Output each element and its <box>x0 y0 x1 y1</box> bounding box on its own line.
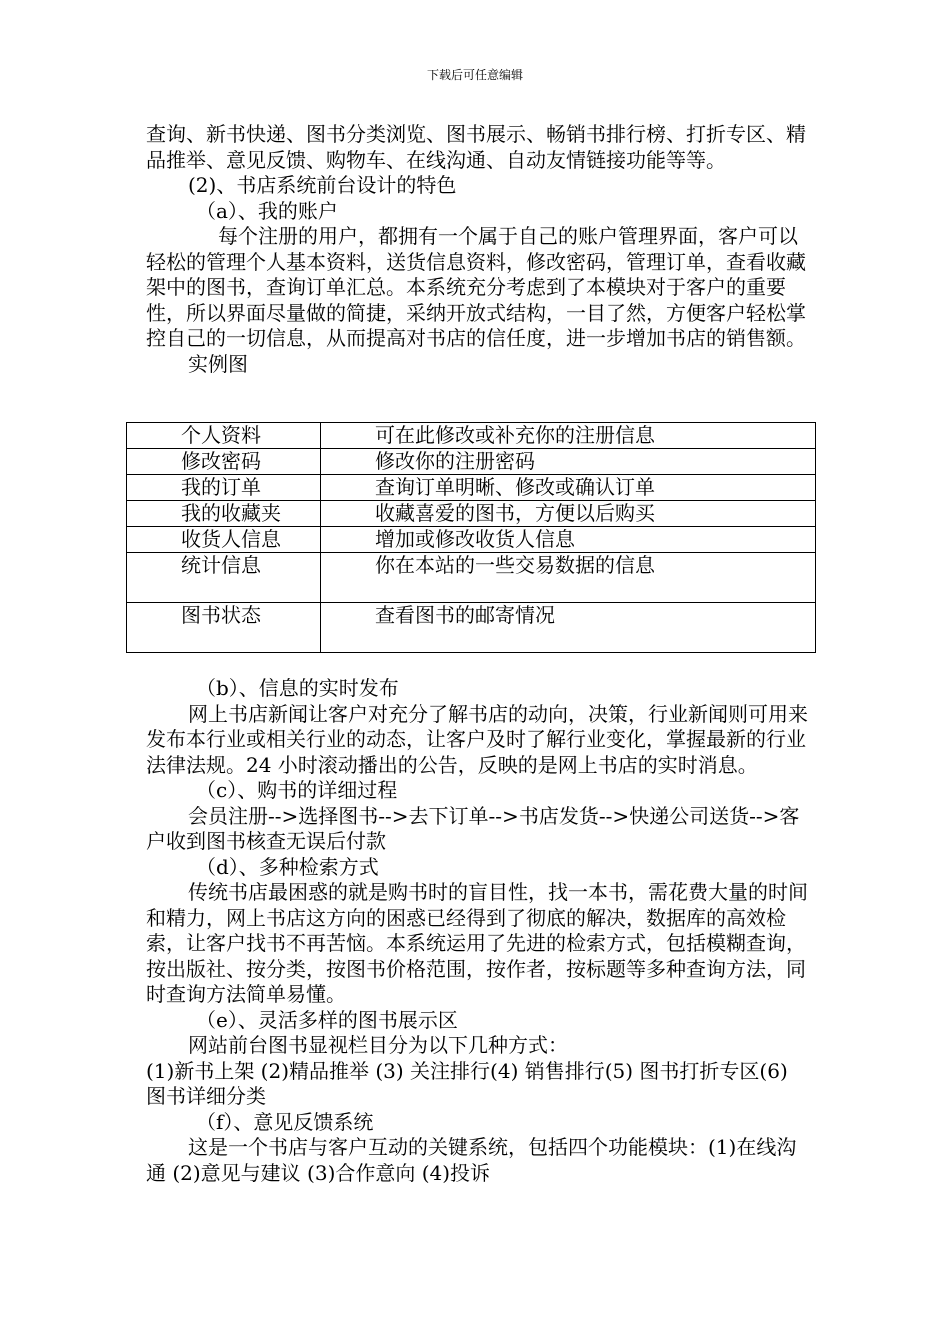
intro-paragraph: 查询、新书快递、图书分类浏览、图书展示、畅销书排行榜、打折专区、精品推举、意见反馈、购物车、在线沟通、自动友情链接功能等等。 <box>146 122 806 172</box>
section-heading-2: (2)、书店系统前台设计的特色 <box>188 173 457 197</box>
table-cell-desc: 增加或修改收货人信息 <box>321 527 816 553</box>
table-cell-name: 我的订单 <box>127 475 321 501</box>
table-cell-name: 修改密码 <box>127 449 321 475</box>
paragraph-f: 这是一个书店与客户互动的关键系统，包括四个功能模块：(1)在线沟通 (2)意见与建议 (3)合作意向 (4)投诉 <box>146 1135 797 1185</box>
table-row <box>127 603 816 653</box>
upper-content <box>146 122 811 377</box>
subheading-a: （a）、我的账户 <box>196 198 338 223</box>
table-row <box>127 475 816 501</box>
table-cell-desc: 修改你的注册密码 <box>321 449 816 475</box>
subheading-b: （b）、信息的实时发布 <box>196 676 399 700</box>
account-feature-table <box>126 422 816 653</box>
table-cell-desc: 查询订单明晰、修改或确认订单 <box>321 475 816 501</box>
subheading-f: （f）、意见反馈系统 <box>196 1109 374 1134</box>
table-cell-name: 收货人信息 <box>127 527 321 553</box>
subheading-c: （c）、购书的详细过程 <box>196 778 398 802</box>
table-cell-desc: 可在此修改或补充你的注册信息 <box>321 423 816 449</box>
table-row <box>127 553 816 603</box>
lower-content <box>146 676 811 1186</box>
paragraph-d: 传统书店最困惑的就是购书时的盲目性，找一本书，需花费大量的时间和精力，网上书店这方向的困惑已经得到了彻底的解决，数据库的高效检索，让客户找书不再苦恼。本系统运用了先进的检索方式，包括模糊查询，按出版社、按分类，按图书价格范围，按作者，按标题等多种查询方法，同时查询方法简单易懂。 <box>146 880 808 1006</box>
paragraph-b: 网上书店新闻让客户对充分了解书店的动向，决策，行业新闻则可用来发布本行业或相关行业的动态，让客户及时了解行业变化，掌握最新的行业法律法规。24 小时滚动播出的公告，反映的是网上书店的实时消息。 <box>146 701 808 777</box>
paragraph-c: 会员注册-->选择图书-->去下订单-->书店发货-->快递公司送货-->客户收到图书核查无误后付款 <box>146 803 800 853</box>
table-cell-desc: 你在本站的一些交易数据的信息 <box>321 553 816 603</box>
paragraph-e-intro: 网站前台图书显视栏目分为以下几种方式： <box>188 1033 568 1057</box>
table-cell-name: 个人资料 <box>127 423 321 449</box>
example-label: 实例图 <box>188 351 248 376</box>
subheading-e: （e）、灵活多样的图书展示区 <box>196 1007 458 1032</box>
table-cell-name: 我的收藏夹 <box>127 501 321 527</box>
table-row <box>127 449 816 475</box>
paragraph-a: 每个注册的用户，都拥有一个属于自己的账户管理界面，客户可以轻松的管理个人基本资料，送货信息资料，修改密码，管理订单，查看收藏架中的图书，查询订单汇总。本系统充分考虑到了本模块对于客户的重要性，所以界面尽量做的简捷，采纳开放式结构，一目了然，方便客户轻松掌控自己的一切信息，从而提高对书店的信任度，进一步增加书店的销售额。 <box>146 224 806 350</box>
table-row <box>127 423 816 449</box>
paragraph-e-list: (1)新书上架 (2)精品推举 (3) 关注排行(4) 销售排行(5) 图书打折专区(6) 图书详细分类 <box>146 1058 788 1108</box>
subheading-d: （d）、多种检索方式 <box>196 854 379 879</box>
table-cell-name: 统计信息 <box>127 553 321 603</box>
table-cell-desc: 查看图书的邮寄情况 <box>321 603 816 653</box>
table-row <box>127 501 816 527</box>
header-note: 下载后可任意编辑 <box>426 68 523 82</box>
table-row <box>127 527 816 553</box>
table-cell-desc: 收藏喜爱的图书，方便以后购买 <box>321 501 816 527</box>
table-cell-name: 图书状态 <box>127 603 321 653</box>
